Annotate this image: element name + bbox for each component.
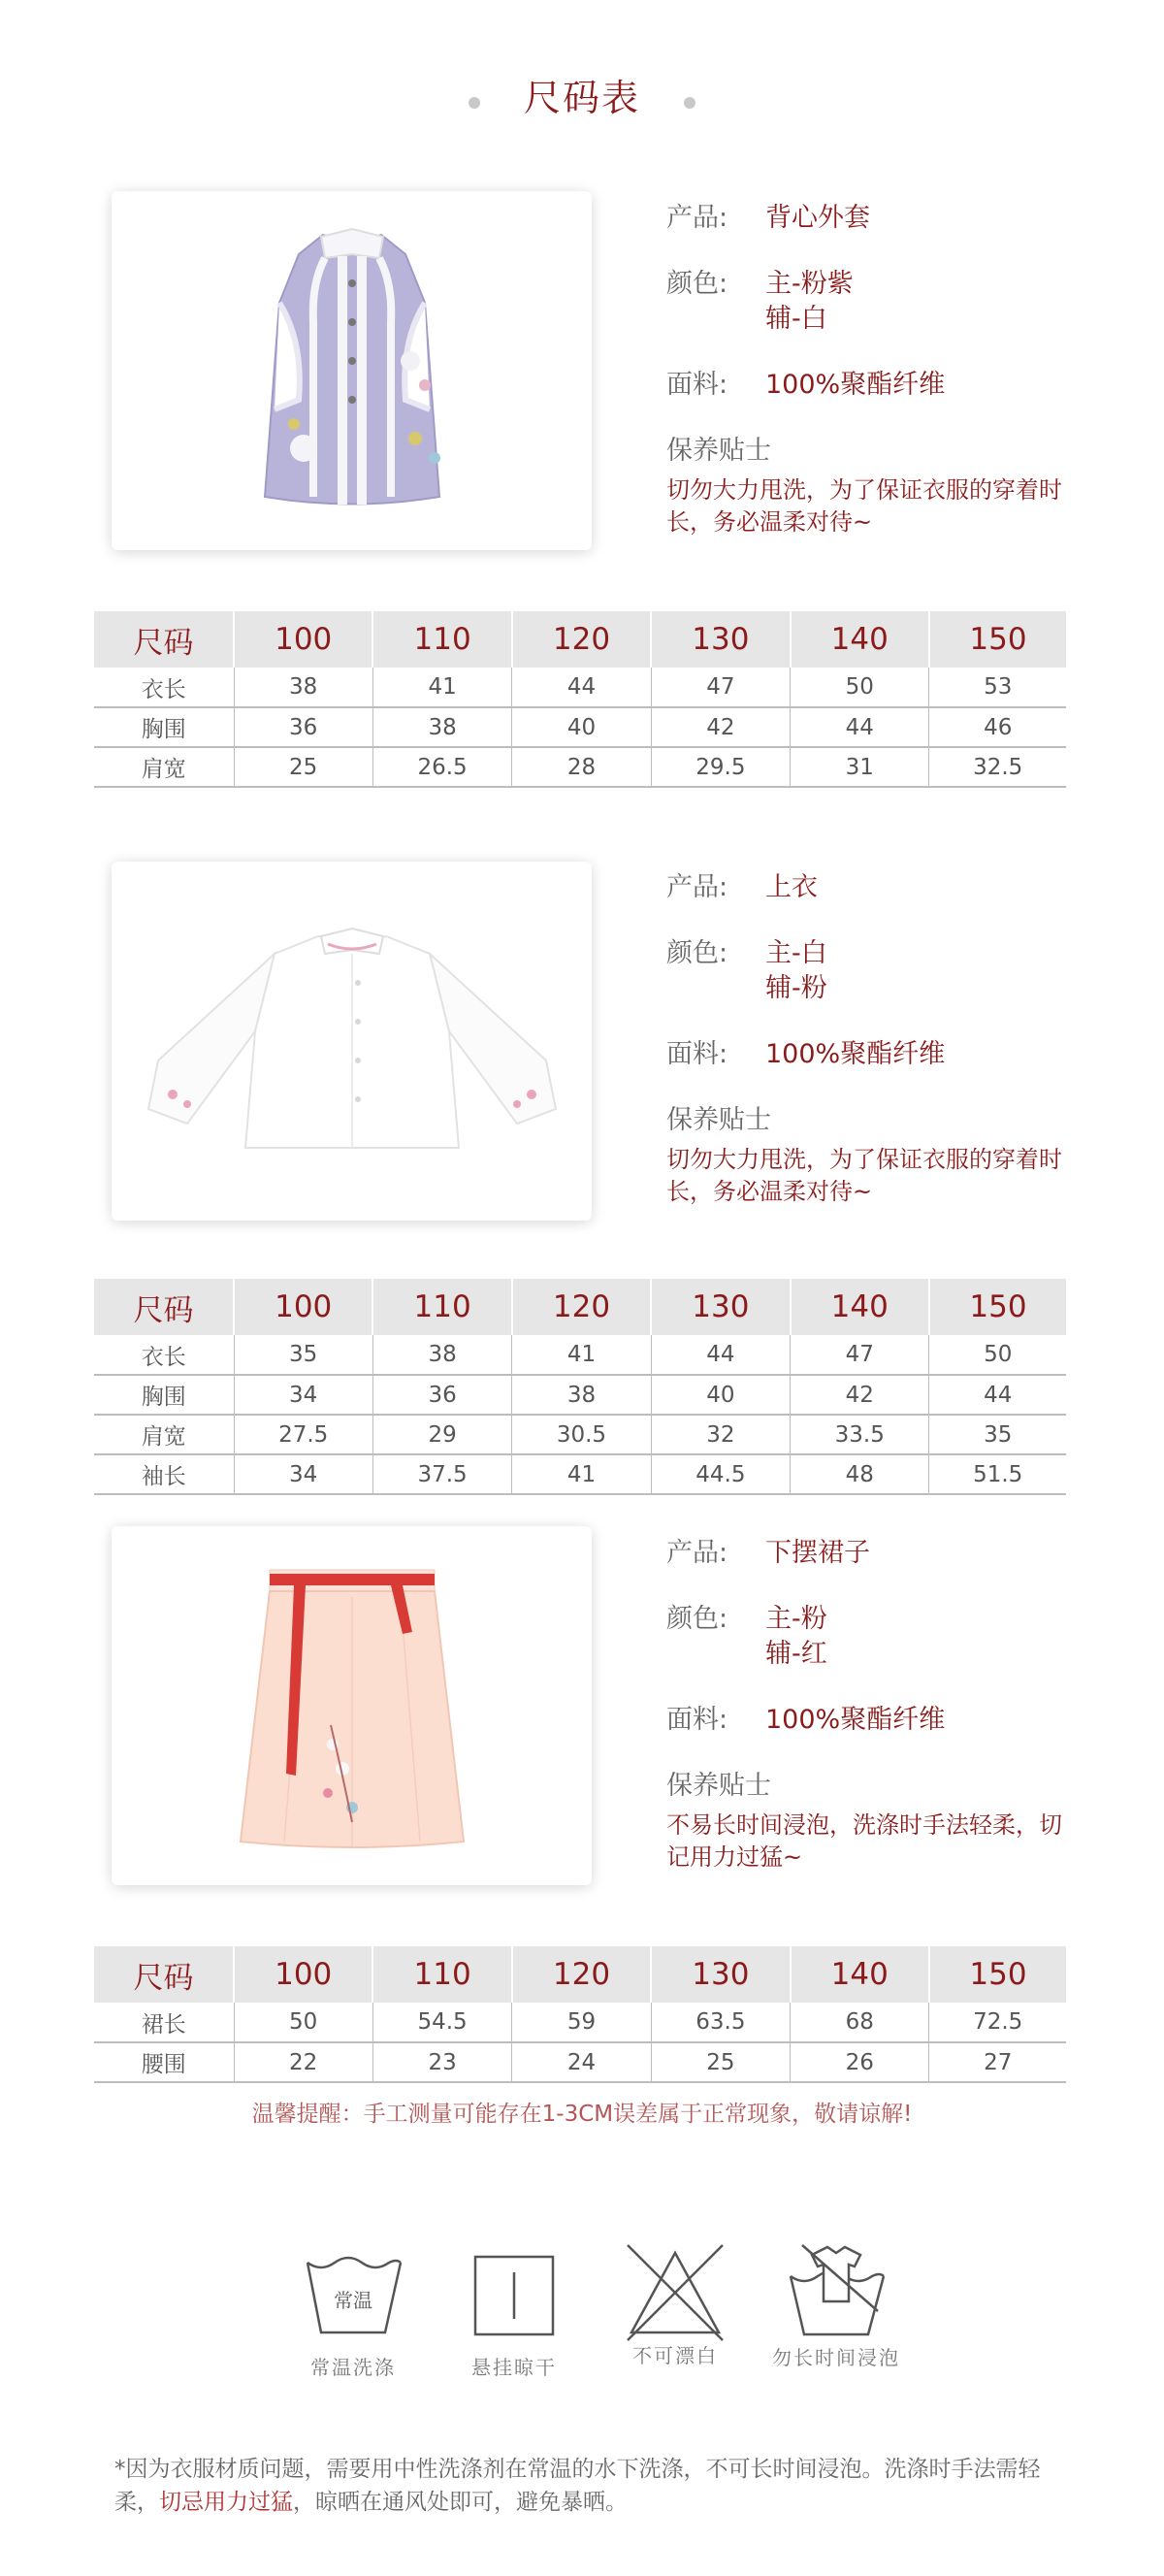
table-cell: 46 <box>929 707 1066 747</box>
fabric-value: 100%聚酯纤维 <box>765 1039 946 1069</box>
table-cell: 44 <box>651 1335 790 1375</box>
table-cell: 44.5 <box>651 1454 790 1494</box>
table-cell: 32 <box>651 1415 790 1454</box>
color-sub: 辅-红 <box>765 1639 827 1669</box>
care-section <box>666 1103 1083 1208</box>
color-values <box>765 267 854 337</box>
size-table <box>94 1946 1066 2083</box>
table-cell: 68 <box>791 2003 929 2042</box>
table-cell: 裙长 <box>94 2003 234 2042</box>
color-main: 主-白 <box>765 938 827 968</box>
header-cell: 100 <box>234 611 372 668</box>
table-cell: 35 <box>234 1335 372 1375</box>
table-row <box>94 2003 1066 2042</box>
table-row <box>94 1335 1066 1375</box>
fabric-label: 面料: <box>666 1705 728 1735</box>
table-cell: 34 <box>234 1375 372 1415</box>
table-cell: 38 <box>372 707 511 747</box>
hang-dry-icon <box>461 2251 567 2338</box>
header-cell: 尺码 <box>94 1946 234 2003</box>
color-label: 颜色: <box>666 1604 728 1634</box>
table-cell: 胸围 <box>94 707 234 747</box>
table-cell: 31 <box>791 747 929 787</box>
fabric-value: 100%聚酯纤维 <box>765 1705 946 1735</box>
wash-instructions-note <box>114 2453 1046 2519</box>
table-cell: 41 <box>372 668 511 707</box>
table-cell: 腰围 <box>94 2042 234 2082</box>
table-cell: 44 <box>929 1375 1066 1415</box>
size-table-header <box>94 1279 1066 1335</box>
table-cell: 23 <box>372 2042 511 2082</box>
product-name-row <box>666 201 1083 236</box>
table-cell: 40 <box>512 707 651 747</box>
table-cell: 27.5 <box>234 1415 372 1454</box>
table-row <box>94 1454 1066 1494</box>
table-row <box>94 707 1066 747</box>
size-table <box>94 1279 1066 1495</box>
note-text-1: *因为衣服材质问题，需要用中性洗涤剂在常温的水下洗涤，不可长时间浸泡。洗涤时手法需轻柔， <box>114 2457 1041 2515</box>
table-cell: 41 <box>512 1454 651 1494</box>
table-cell: 袖长 <box>94 1454 234 1494</box>
table-cell: 59 <box>512 2003 651 2042</box>
color-sub: 辅-白 <box>765 304 827 334</box>
product-image-card <box>112 191 592 550</box>
table-cell: 38 <box>512 1375 651 1415</box>
header-cell: 130 <box>651 1279 790 1335</box>
color-sub: 辅-粉 <box>765 973 827 1003</box>
table-cell: 肩宽 <box>94 1415 234 1454</box>
header-cell: 140 <box>791 611 929 668</box>
fabric-value: 100%聚酯纤维 <box>765 370 946 400</box>
product-info <box>666 1536 1083 1874</box>
table-cell: 28 <box>512 747 651 787</box>
table-cell: 25 <box>651 2042 790 2082</box>
table-cell: 38 <box>234 668 372 707</box>
size-table-header <box>94 611 1066 668</box>
table-cell: 37.5 <box>372 1454 511 1494</box>
measurement-tip: 温馨提醒：手工测量可能存在1-3CM误差属于正常现象，敬请谅解! <box>251 2102 913 2127</box>
product-image-card <box>112 862 592 1221</box>
table-cell: 26 <box>791 2042 929 2082</box>
care-label: 不可漂白 <box>632 2344 718 2367</box>
color-row <box>666 936 1083 1006</box>
table-cell: 50 <box>234 2003 372 2042</box>
table-row <box>94 1375 1066 1415</box>
header-cell: 140 <box>791 1946 929 2003</box>
care-title: 保养贴士 <box>666 1771 771 1801</box>
header-cell: 150 <box>929 1279 1066 1335</box>
title-dot-left <box>469 97 480 109</box>
note-highlight: 切忌用力过猛 <box>159 2490 293 2515</box>
care-label: 常温洗涤 <box>310 2356 396 2379</box>
wash-temp-text: 常温 <box>334 2289 372 2312</box>
header-cell: 120 <box>512 1946 651 2003</box>
care-title: 保养贴士 <box>666 436 771 466</box>
table-cell: 47 <box>791 1335 929 1375</box>
table-cell: 26.5 <box>372 747 511 787</box>
normal-temp-wash-icon <box>300 2251 406 2338</box>
product-image-card <box>112 1526 592 1885</box>
color-label: 颜色: <box>666 938 728 968</box>
care-text: 不易长时间浸泡，洗涤时手法轻柔，切记用力过猛~ <box>666 1811 1062 1871</box>
fabric-row <box>666 1037 1083 1072</box>
table-row <box>94 1415 1066 1454</box>
header-cell: 110 <box>372 611 511 668</box>
product-label: 产品: <box>666 203 728 233</box>
page-title: 尺码表 <box>523 77 640 119</box>
header-cell: 150 <box>929 611 1066 668</box>
care-icon-item <box>436 2251 592 2380</box>
header-cell: 120 <box>512 611 651 668</box>
header-cell: 130 <box>651 611 790 668</box>
size-table <box>94 611 1066 788</box>
table-cell: 44 <box>512 668 651 707</box>
product-name: 下摆裙子 <box>765 1538 870 1568</box>
table-cell: 33.5 <box>791 1415 929 1454</box>
product-name-row <box>666 870 1083 905</box>
header-cell: 110 <box>372 1279 511 1335</box>
table-cell: 27 <box>929 2042 1066 2082</box>
table-cell: 38 <box>372 1335 511 1375</box>
table-cell: 肩宽 <box>94 747 234 787</box>
care-icon-item <box>275 2251 431 2380</box>
product-name: 上衣 <box>765 872 818 902</box>
table-cell: 衣长 <box>94 1335 234 1375</box>
color-main: 主-粉 <box>765 1604 827 1634</box>
product-name-row <box>666 1536 1083 1571</box>
care-section <box>666 1769 1083 1874</box>
page-header <box>0 68 1164 121</box>
care-section <box>666 434 1083 538</box>
table-cell: 24 <box>512 2042 651 2082</box>
fabric-label: 面料: <box>666 1039 728 1069</box>
color-values <box>765 936 827 1006</box>
care-title: 保养贴士 <box>666 1105 771 1135</box>
table-cell: 胸围 <box>94 1375 234 1415</box>
table-cell: 30.5 <box>512 1415 651 1454</box>
product-label: 产品: <box>666 872 728 902</box>
table-cell: 63.5 <box>651 2003 790 2042</box>
fabric-label: 面料: <box>666 370 728 400</box>
table-cell: 72.5 <box>929 2003 1066 2042</box>
care-text: 切勿大力甩洗，为了保证衣服的穿着时长，务必温柔对待~ <box>666 1146 1062 1205</box>
table-cell: 25 <box>234 747 372 787</box>
care-icon-item <box>759 2251 914 2370</box>
header-cell: 110 <box>372 1946 511 2003</box>
header-cell: 120 <box>512 1279 651 1335</box>
table-cell: 40 <box>651 1375 790 1415</box>
table-cell: 36 <box>234 707 372 747</box>
table-cell: 50 <box>791 668 929 707</box>
header-cell: 130 <box>651 1946 790 2003</box>
table-cell: 41 <box>512 1335 651 1375</box>
table-cell: 衣长 <box>94 668 234 707</box>
table-cell: 42 <box>791 1375 929 1415</box>
color-values <box>765 1602 827 1672</box>
header-cell: 100 <box>234 1946 372 2003</box>
fabric-row <box>666 1703 1083 1738</box>
table-cell: 51.5 <box>929 1454 1066 1494</box>
table-cell: 29 <box>372 1415 511 1454</box>
table-cell: 42 <box>651 707 790 747</box>
table-cell: 44 <box>791 707 929 747</box>
product-label: 产品: <box>666 1538 728 1568</box>
product-name: 背心外套 <box>765 203 870 233</box>
color-label: 颜色: <box>666 269 728 299</box>
pink-skirt-icon <box>216 1550 488 1861</box>
care-label: 悬挂晾干 <box>471 2356 557 2379</box>
care-text: 切勿大力甩洗，为了保证衣服的穿着时长，务必温柔对待~ <box>666 476 1062 536</box>
table-cell: 48 <box>791 1454 929 1494</box>
table-cell: 50 <box>929 1335 1066 1375</box>
color-row <box>666 1602 1083 1672</box>
table-cell: 35 <box>929 1415 1066 1454</box>
product-info <box>666 201 1083 538</box>
table-cell: 32.5 <box>929 747 1066 787</box>
color-main: 主-粉紫 <box>765 269 854 299</box>
table-cell: 36 <box>372 1375 511 1415</box>
no-long-soak-icon <box>783 2241 889 2338</box>
product-info <box>666 870 1083 1208</box>
size-table-header <box>94 1946 1066 2003</box>
header-cell: 尺码 <box>94 1279 234 1335</box>
care-label: 勿长时间浸泡 <box>772 2346 900 2369</box>
fabric-row <box>666 368 1083 403</box>
table-cell: 53 <box>929 668 1066 707</box>
table-row <box>94 2042 1066 2082</box>
title-dot-right <box>684 97 695 109</box>
header-cell: 尺码 <box>94 611 234 668</box>
table-row <box>94 747 1066 787</box>
lavender-vest-icon <box>207 215 498 526</box>
color-row <box>666 267 1083 337</box>
care-icon-item <box>598 2251 753 2368</box>
header-cell: 100 <box>234 1279 372 1335</box>
header-cell: 150 <box>929 1946 1066 2003</box>
table-cell: 22 <box>234 2042 372 2082</box>
table-cell: 54.5 <box>372 2003 511 2042</box>
table-cell: 34 <box>234 1454 372 1494</box>
white-shirt-icon <box>129 915 575 1167</box>
table-row <box>94 668 1066 707</box>
no-bleach-icon <box>622 2239 728 2346</box>
table-cell: 47 <box>651 668 790 707</box>
note-text-2: ，晾晒在通风处即可，避免暴晒。 <box>293 2490 628 2515</box>
table-cell: 29.5 <box>651 747 790 787</box>
header-cell: 140 <box>791 1279 929 1335</box>
